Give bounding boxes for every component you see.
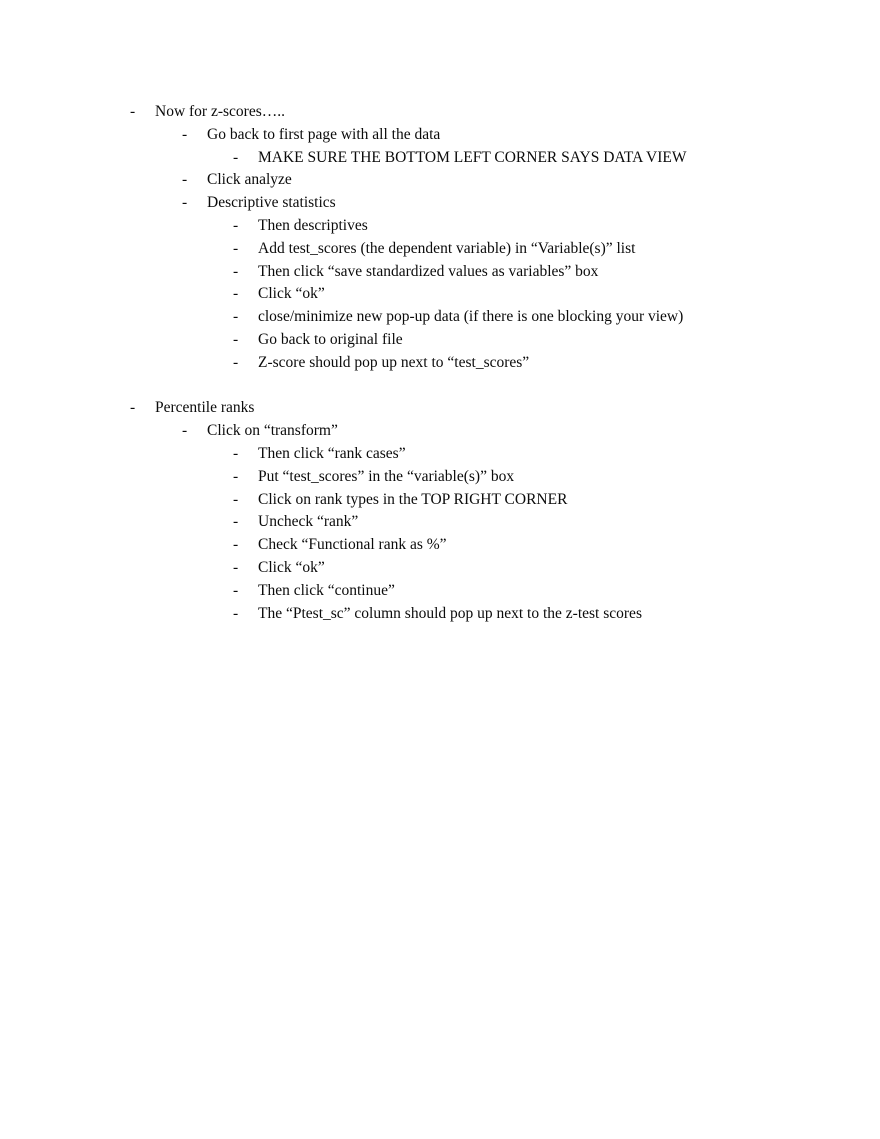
dash-bullet-icon: - (182, 125, 188, 143)
dash-bullet-icon: - (233, 444, 239, 462)
list-item-text: Add test_scores (the dependent variable) in “Variable(s)” list (258, 239, 636, 257)
dash-bullet-icon: - (233, 558, 239, 576)
list-item (233, 466, 840, 489)
list-item (130, 397, 840, 420)
list-item-text: close/minimize new pop-up data (if there is one blocking your view) (258, 308, 684, 326)
list-item (233, 557, 840, 580)
list-item-text: Then click “rank cases” (258, 444, 406, 462)
list-item-text: Put “test_scores” in the “variable(s)” box (258, 467, 515, 485)
list-item-text: MAKE SURE THE BOTTOM LEFT CORNER SAYS DATA VIEW (258, 148, 687, 166)
list-item-text: Click “ok” (258, 285, 325, 303)
dash-bullet-icon: - (130, 103, 136, 120)
list-item-text: Percentile ranks (155, 399, 255, 417)
dash-bullet-icon: - (233, 262, 239, 280)
list-item (233, 329, 840, 352)
list-item (233, 534, 840, 557)
list-item-text: Go back to first page with all the data (207, 125, 441, 143)
list-item-text: Click on rank types in the TOP RIGHT CORNER (258, 490, 568, 508)
list-item (182, 192, 840, 215)
list-item-text: Go back to original file (258, 330, 403, 348)
list-item (233, 238, 840, 261)
list-item-text: Uncheck “rank” (258, 513, 359, 531)
list-item (233, 261, 840, 284)
dash-bullet-icon: - (233, 490, 239, 508)
list-item (182, 420, 840, 443)
list-item-text: The “Ptest_sc” column should pop up next to the z-test scores (258, 604, 642, 622)
list-item (233, 489, 840, 512)
list-item (233, 215, 840, 238)
list-item (233, 443, 840, 466)
list-item-text: Click on “transform” (207, 422, 338, 440)
list-item-text: Then click “continue” (258, 581, 395, 599)
list-item (233, 603, 840, 626)
list-item (130, 101, 840, 124)
dash-bullet-icon: - (233, 581, 239, 599)
list-item-text: Click analyze (207, 171, 292, 189)
list-item-text: Click “ok” (258, 558, 325, 576)
list-item-text: Descriptive statistics (207, 194, 336, 212)
list-item (233, 511, 840, 534)
list-item (233, 352, 840, 375)
list-item (233, 306, 840, 329)
dash-bullet-icon: - (130, 399, 136, 417)
list-item-text: Check “Functional rank as %” (258, 536, 447, 554)
dash-bullet-icon: - (233, 353, 239, 371)
dash-bullet-icon: - (233, 604, 239, 622)
dash-bullet-icon: - (182, 171, 188, 189)
list-item-text: Then click “save standardized values as variables” box (258, 262, 599, 280)
list-item-text: Z-score should pop up next to “test_scores” (258, 353, 530, 371)
dash-bullet-icon: - (233, 216, 239, 234)
dash-bullet-icon: - (233, 513, 239, 531)
dash-bullet-icon: - (233, 239, 239, 257)
dash-bullet-icon: - (233, 536, 239, 554)
dash-bullet-icon: - (182, 194, 188, 212)
list-item (233, 580, 840, 603)
list-item (233, 283, 840, 306)
list-item (233, 147, 840, 170)
dash-bullet-icon: - (233, 467, 239, 485)
dash-bullet-icon: - (233, 285, 239, 303)
dash-bullet-icon: - (233, 148, 239, 166)
list-item-text: Then descriptives (258, 216, 368, 234)
list-item (182, 169, 840, 192)
list-item-text: Now for z-scores….. (155, 103, 285, 120)
dash-bullet-icon: - (233, 308, 239, 326)
list-item (182, 124, 840, 147)
dash-bullet-icon: - (182, 422, 188, 440)
dash-bullet-icon: - (233, 330, 239, 348)
